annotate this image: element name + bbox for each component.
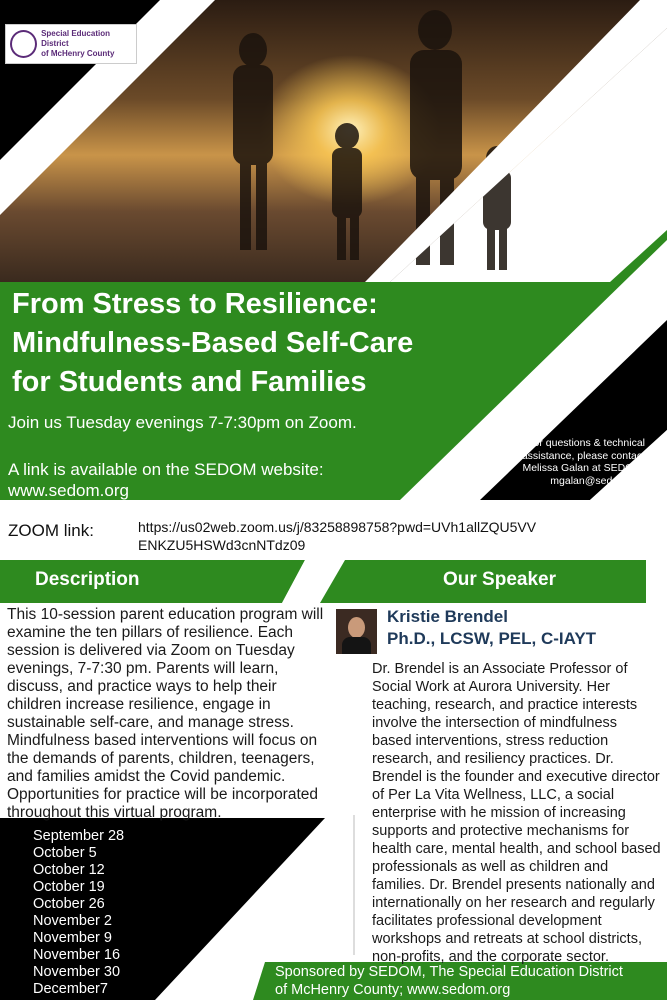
description-line: and families amidst the Covid pandemic. (7, 768, 286, 785)
title-line2: Mindfulness-Based Self-Care (12, 327, 414, 359)
zoom-url-line2[interactable]: ENKZU5HSWd3cnNTdz09 (138, 537, 306, 553)
speaker-avatar (336, 609, 377, 654)
bio-line: Dr. Brendel is an Associate Professor of (372, 661, 628, 677)
description-line: children increase resilience, engage in (7, 696, 271, 713)
sedom-logo (5, 24, 137, 64)
bio-line: involve the intersection of mindfulness (372, 715, 618, 731)
session-date: November 16 (33, 947, 121, 963)
contact-email[interactable]: mgalan@sedom.org (550, 474, 645, 487)
description-line: evenings, 7-7:30 pm. Parents will learn, (7, 660, 279, 677)
sponsor-line1: Sponsored by SEDOM, The Special Education District (275, 964, 623, 980)
description-body (7, 606, 327, 822)
contact-info (522, 437, 645, 487)
description-line: session is delivered via Zoom on Tuesday (7, 642, 295, 659)
district-seal-icon (10, 30, 37, 58)
bio-line: based interventions, stress reduction (372, 733, 609, 749)
description-line: Opportunities for practice will be incorporated (7, 786, 319, 803)
bio-line: professionals as well as children and (372, 859, 609, 875)
bio-line: Brendel is the founder and executive director (372, 769, 660, 785)
description-line: sustainable self-care, and manage stress. (7, 714, 294, 731)
bio-line: of Per La Vita Wellness, LLC, a social (372, 787, 615, 803)
description-line: This 10-session parent education program will (7, 606, 324, 623)
speaker-bio (372, 660, 667, 966)
intro-website[interactable]: www.sedom.org (8, 481, 129, 500)
title-line1: From Stress to Resilience: (12, 288, 378, 320)
session-date: October 12 (33, 862, 105, 878)
session-date: November 2 (33, 913, 112, 929)
intro-schedule: Join us Tuesday evenings 7-7:30pm on Zoom. (8, 413, 357, 432)
session-date: October 26 (33, 896, 105, 912)
description-line: discuss, and practice ways to help their (7, 678, 277, 695)
bio-line: enterprise with he mission of increasing (372, 805, 626, 821)
sponsor-text (275, 963, 623, 999)
sponsor-line2: of McHenry County; www.sedom.org (275, 982, 511, 998)
session-date: October 5 (33, 845, 97, 861)
contact-line3: Melissa Galan at SEDOM: (522, 462, 645, 474)
session-date: September 28 (33, 828, 125, 844)
contact-line2: assistance, please contact (521, 449, 645, 462)
zoom-url-line1[interactable]: https://us02web.zoom.us/j/83258898758?pwd=UVh1allZQU5VV (138, 519, 537, 535)
session-date: October 19 (33, 879, 105, 895)
speaker-credentials: Ph.D., LCSW, PEL, C-IAYT (387, 629, 597, 648)
speaker-name: Kristie Brendel (387, 607, 508, 626)
description-line: Mindfulness based interventions will focus on (7, 732, 318, 749)
session-dates-list (33, 828, 124, 998)
bio-line: teaching, research, and practice interests (372, 697, 638, 713)
bio-line: supports and protective mechanisms for (372, 823, 630, 839)
description-heading: Description (35, 569, 140, 590)
session-date: December7 (33, 981, 108, 997)
description-line: examine the ten pillars of resilience. Each (7, 624, 294, 641)
description-line: the demands of parents, children, teenagers, (7, 750, 315, 767)
bio-line: internationally on her research and regularly (372, 895, 655, 911)
bio-line: Social Work at Aurora University. Her (372, 679, 610, 695)
bio-line: workshops and retreats at school districts, (372, 931, 642, 947)
session-date: November 30 (33, 964, 121, 980)
session-date: November 9 (33, 930, 112, 946)
zoom-label: ZOOM link: (8, 521, 94, 540)
bio-line: families. Dr. Brendel presents nationally and (372, 877, 655, 893)
bio-line: research, and resiliency practices. Dr. (372, 751, 614, 767)
bio-line: non-profits, and the corporate sector. (372, 949, 609, 965)
title-line3: for Students and Families (12, 366, 367, 398)
speaker-heading: Our Speaker (443, 569, 556, 590)
logo-line2: of McHenry County (41, 49, 115, 58)
logo-line1: Special Education District (41, 29, 110, 48)
bio-line: facilitates professional development (372, 913, 602, 929)
zoom-url[interactable] (138, 518, 536, 554)
bio-line: health care, mental health, and school based (372, 841, 661, 857)
intro-link-text: A link is available on the SEDOM website: (8, 460, 324, 479)
description-line: throughout this virtual program. (7, 804, 222, 821)
contact-line1: For questions & technical (527, 437, 645, 449)
